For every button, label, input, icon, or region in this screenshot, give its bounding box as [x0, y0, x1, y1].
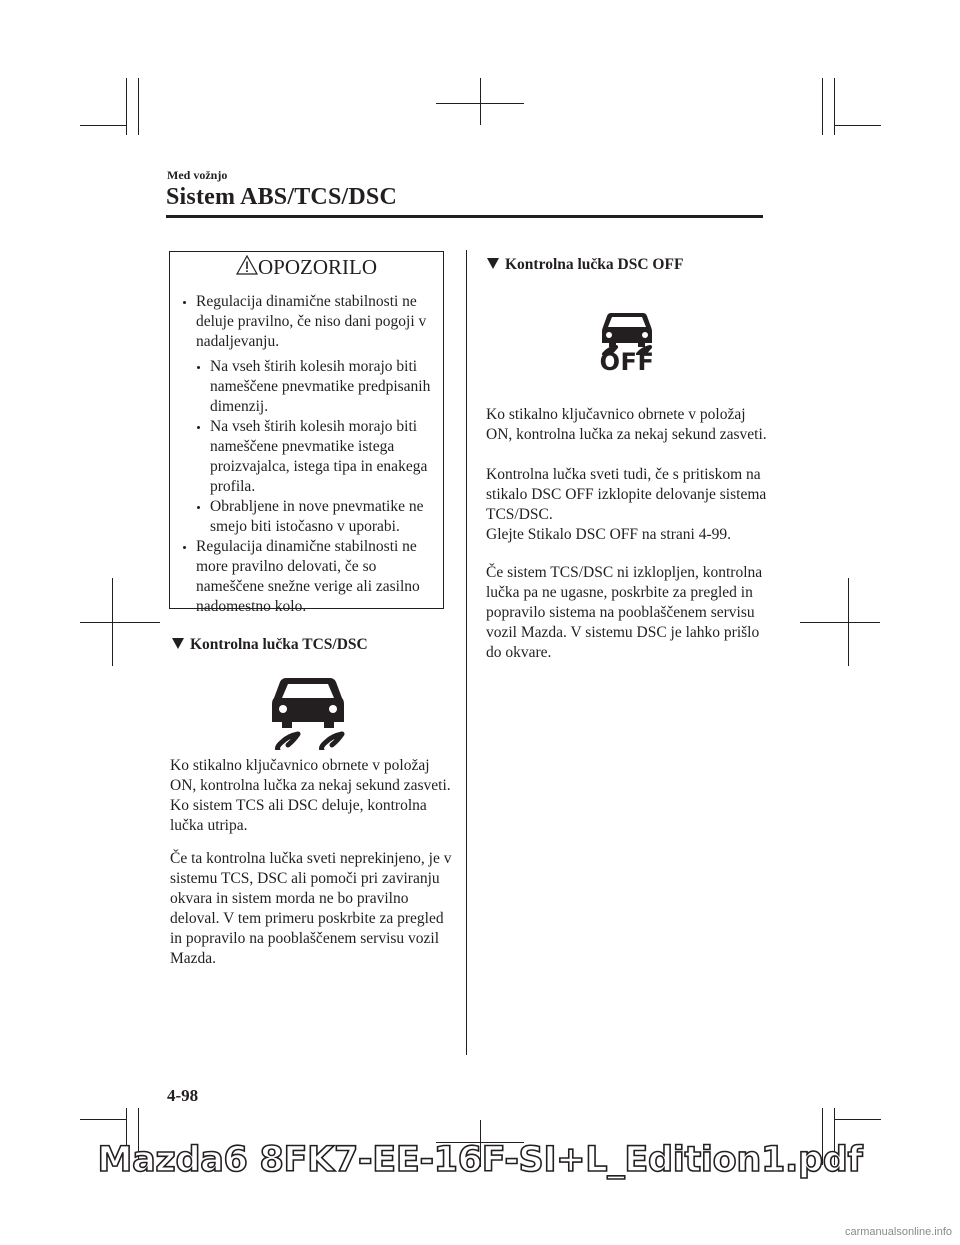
dsc-off-paragraph-3: Glejte Stikalo DSC OFF na strani 4-99. [486, 526, 731, 543]
list-item: Obrabljene in nove pnevmatike ne smejo biti istočasno v uporabi. [194, 497, 438, 537]
dsc-off-icon [590, 309, 664, 375]
dsc-off-paragraph-2: Kontrolna lučka sveti tudi, če s pritiskom na stikalo DSC OFF izklopite delovanje sistema TCS/DSC. [486, 466, 767, 523]
triangle-bullet-icon [487, 258, 499, 269]
title-rule [166, 215, 763, 218]
tcs-paragraph-1: Ko stikalno ključavnico obrnete v položaj ON, kontrolna lučka za nekaj sekund zasveti. Ko sistem TCS ali DSC deluje, kontrolna lučka utripa. [170, 757, 451, 834]
watermark: carmanualsonline.info [844, 1226, 952, 1238]
list-item: Na vseh štirih kolesih morajo biti nameščene pnevmatike predpisanih dimenzij. [194, 357, 438, 417]
tcs-paragraph-2: Če ta kontrolna lučka sveti neprekinjeno, je v sistemu TCS, DSC ali pomoči pri zaviranju okvara in sistem morda ne bo pravilno deloval. V tem primeru poskrbite za pregled in popravilo na pooblaščenem servisu vozil Mazda. [170, 850, 452, 967]
list-item: Na vseh štirih kolesih morajo biti nameščene pnevmatike istega proizvajalca, istega tipa in enakega profila. [194, 417, 438, 497]
dsc-off-paragraph-1: Ko stikalno ključavnico obrnete v položaj ON, kontrolna lučka za nekaj sekund zasveti. [486, 406, 767, 443]
page-title: Sistem ABS/TCS/DSC [166, 184, 397, 210]
list-item: Regulacija dinamične stabilnosti ne deluje pravilno, če niso dani pogoji v nadaljevanju. [180, 292, 438, 352]
triangle-bullet-icon [172, 638, 184, 649]
list-item: Regulacija dinamične stabilnosti ne more pravilno delovati, če so nameščene snežne verige ali zasilno nadomestno kolo. [180, 537, 438, 617]
section-name: Med vožnjo [167, 168, 228, 182]
tcs-dsc-heading: Kontrolna lučka TCS/DSC [172, 636, 368, 654]
footer-file-name: Mazda6 8FK7-EE-16F-SI+L_Edition1.pdf [97, 1140, 863, 1180]
tcs-dsc-skid-car-icon [268, 670, 348, 750]
dsc-off-heading: Kontrolna lučka DSC OFF [487, 256, 683, 274]
warning-title: OPOZORILO [170, 255, 443, 280]
dsc-off-label: OFF [599, 348, 655, 376]
column-divider [466, 250, 467, 1055]
warning-triangle-icon [236, 255, 258, 275]
page-number: 4-98 [167, 1086, 199, 1105]
warning-box [169, 251, 444, 615]
warning-list [180, 292, 438, 617]
dsc-off-paragraph-4: Če sistem TCS/DSC ni izklopljen, kontrolna lučka pa ne ugasne, poskrbite za pregled in popravilo sistema na pooblaščenem servisu vozil Mazda. V sistemu DSC je lahko prišlo do okvare. [486, 564, 763, 661]
